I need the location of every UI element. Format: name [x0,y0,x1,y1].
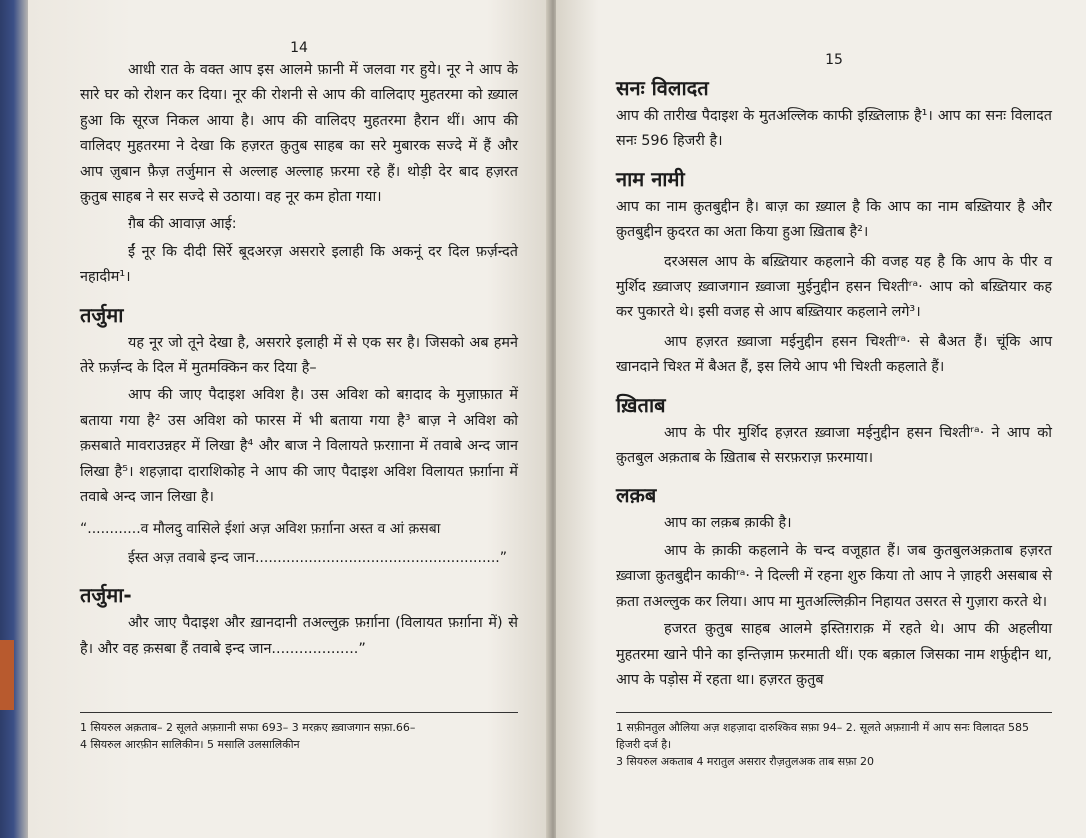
paragraph: आप का नाम क़ुतबुद्दीन है। बाज़ का ख़्याल है कि आप का नाम बख़्तियार है और क़ुतबुद्दीन क़ुदरत का अता किया हुआ ख़िताब है²। [616,198,1052,241]
footnotes [616,712,1052,770]
section-heading: नाम नामी [616,166,685,191]
paragraph: ग़ैब की आवाज़ आई: [128,216,237,233]
quote-line: ईस्त अज़ तवाबे इन्द जान.......................................................” [128,549,508,566]
paragraph: दरअसल आप के बख़्तियार कहलाने की वजह यह है कि आप के पीर व मुर्शिद ख़्वाजए ख़्वाजगान ख़्वाजा मुईनुद्दीन हसन चिश्तीʳᵃ· आप को बख़्तियार कह कर पुकारते थे। इसी वजह से आप बख़्तियार कहलाने लगे³। [616,253,1052,321]
paragraph: आप की जाए पैदाइश अविश है। उस अविश को बग़दाद के मुज़ाफ़ात में बताया गया है² उस अविश को फारस में भी बताया गया है³ बाज़ ने अविश को क़सबाते मावराउन्नहर में लिखा है⁴ और बाज ने विलायते फ़रग़ाना में तवाबे अन्द जान लिखा है⁵। शहज़ादा दाराशिकोह ने आप की जाए पैदाइश अविश विलायत फ़र्ग़ाना में तवाबे अन्द जान लिखा है। [80,387,518,506]
paragraph: आप के पीर मुर्शिद हज़रत ख़्वाजा मईनुद्दीन हसन चिश्तीʳᵃ· ने आप को क़ुतबुल अक़ताब के ख़िताब से सरफ़राज़ फ़रमाया। [616,424,1052,467]
right-page [556,0,1086,838]
quote-line: “............व मौलदु वासिले ईशां अज़ अविश फ़र्ग़ाना अस्त व आं क़सबा [80,520,441,537]
footnote-rule [616,712,1052,713]
left-page [28,0,550,838]
footnote: 3 सियरुल अकताब 4 मरातुल असरार रौज़तुलअक ताब सफ़ा 20 [616,755,875,768]
footnote: 1 सफ़ीनतुल औलिया अज़ शहज़ादा दारुश्किव सफ़ा 94– 2. सूलते अफ़ग़ानी में आप सनः विलादत 585 हिजरी दर्ज है। [616,721,1029,751]
paragraph: आप के क़ाकी कहलाने के चन्द वजूहात हैं। जब कुतबुलअक़ताब हज़रत ख़्वाजा क़ुतबुद्दीन काकीʳᵃ· ने दिल्ली में रहना शुरु किया तो आप ने ज़ाहरी असबाब से क़ता तअल्लुक कर लिया। आप मा मुतअल्लिक़ीन निहायत उसरत से गुज़ारा करते थे। [616,542,1052,610]
section-heading: तर्जुमा- [80,583,132,608]
section-heading: ख़िताब [616,392,666,417]
footnotes [80,712,518,753]
section-heading: लक़ब [616,483,657,508]
paragraph: यह नूर जो तूने देखा है, असरारे इलाही में से एक सर है। जिसको अब हमने तेरे फ़र्ज़न्द के दिल में मुतमक्किन कर दिया है– [80,334,518,377]
paragraph: ईं नूर कि दीदी सिर्रे बूदअरज़ असरारे इलाही कि अकनूं दर दिल फ़र्ज़न्दते नहादीम¹। [80,243,518,286]
book-edge-stripe [0,640,14,710]
paragraph: आप का लक़ब क़ाकी है। [664,515,792,532]
page-number: 14 [290,40,308,56]
paragraph: और जाए पैदाइश और ख़ानदानी तअल्लुक़ फ़र्ग़ाना (विलायत फ़र्ग़ाना में) से है। और वह क़सबा हैं तवाबे इन्द जान...................” [80,615,518,657]
footnote: 4 सियरुल आरफ़ीन सालिकीन। 5 मसालि उलसालिकीन [80,738,300,751]
section-heading: तर्जुमा [80,302,124,327]
book-edge [0,0,30,838]
paragraph: आधी रात के वक्त आप इस आलमे फ़ानी में जलवा गर हुये। नूर ने आप के सारे घर को रोशन कर दिया। नूर की रोशनी से आप की वालिदाए मुहतरमा को ख़्याल हुआ कि सूरज निकल आया है। आप की वालिदए मुहतरमा हैरान थीं। आप की वालिदए मुहतरमा ने देखा कि हज़रत क़ुतुब साहब का सरे मुबारक सज्दे में हैं और आप ज़ुबान फ़ैज़ तर्जुमान से अल्लाह अल्लाह फ़रमा रहे हैं। थोड़ी देर बाद हज़रत क़ुतुब साहब ने सर सज्दे से उठाया। वह नूर कम होता गया। [80,62,518,206]
paragraph: आप की तारीख पैदाइश के मुतअल्लिक काफी इख़्तिलाफ़ है¹। आप का सनः विलादत सनः 596 हिजरी है। [616,108,1052,150]
section-heading: सनः विलादत [616,76,709,100]
paragraph: हजरत क़ुतुब साहब आलमे इस्तिग़राक़ में रहते थे। आप की अहलीया मुहतरमा खाने पीने का इन्तिज़ाम फ़रमाती थीं। एक बक़ाल जिसका नाम शर्फ़ुद्दीन था, आप के पड़ोस में रहता था। हज़रत क़ुतुब [616,621,1052,688]
footnote: 1 सियरुल अक़ताब– 2 सूलते अफ़ग़ानी सफा 693– 3 मरक़ए ख़्वाजगान सफ़ा.66– [80,721,416,734]
page-number: 15 [825,52,843,68]
footnote-rule [80,712,518,713]
paragraph: आप हज़रत ख़्वाजा मईनुद्दीन हसन चिश्तीʳᵃ· से बैअत हैं। चूंकि आप खानदाने चिश्त में बैअत हैं, इस लिये आप भी चिश्ती कहलाते हैं। [616,333,1052,376]
